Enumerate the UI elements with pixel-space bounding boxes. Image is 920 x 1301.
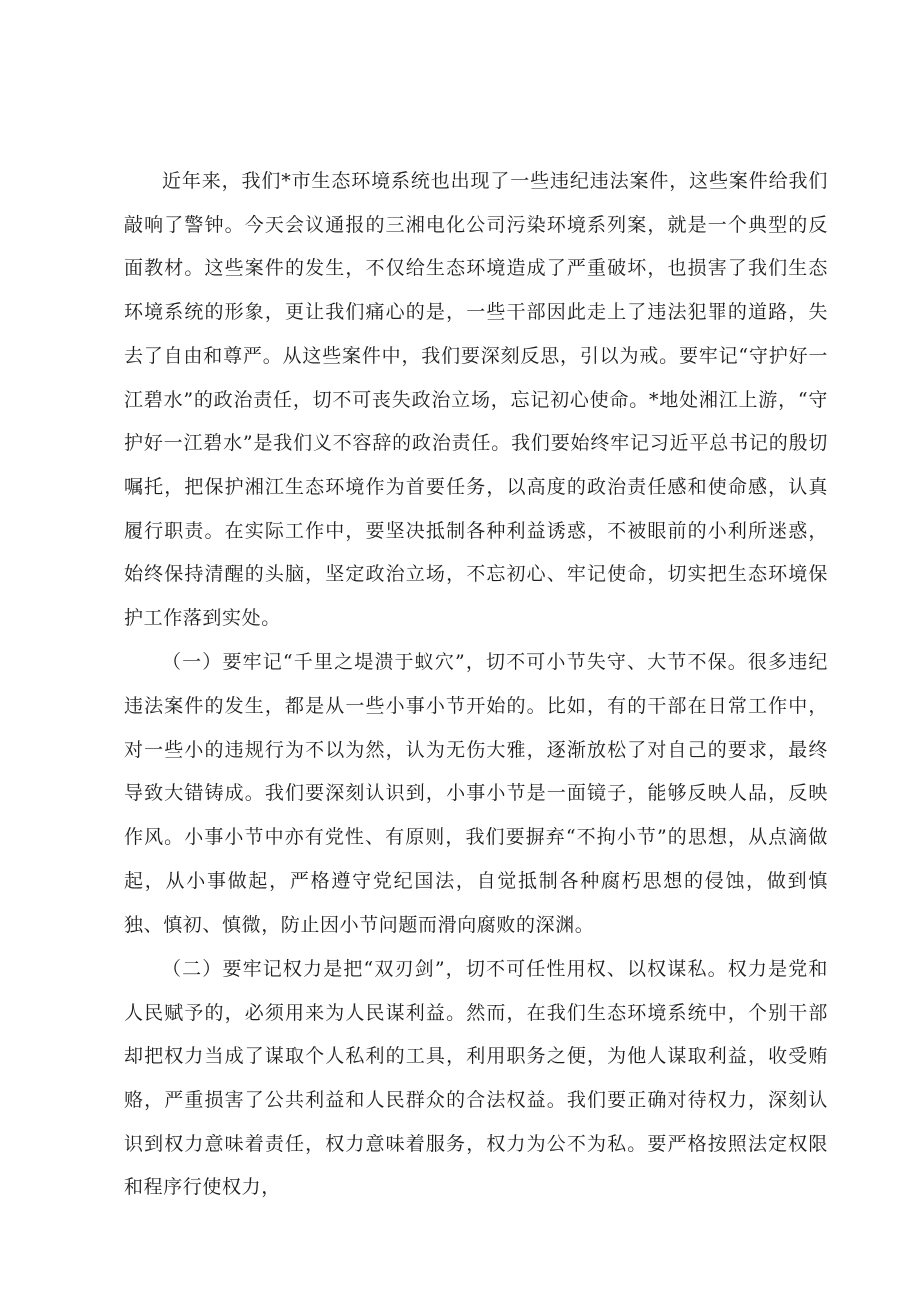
document-body xyxy=(124,160,828,1210)
paragraph-section-two: （二）要牢记权力是把“双刃剑”，切不可任性用权、以权谋私。权力是党和人民赋予的，必须用来为人民谋利益。然而，在我们生态环境系统中，个别干部却把权力当成了谋取个人私利的工具，利用职务之便，为他人谋取利益，收受贿赂，严重损害了公共利益和人民群众的合法权益。我们要正确对待权力，深刻认识到权力意味着责任，权力意味着服务，权力为公不为私。要严格按照法定权限和程序行使权力， xyxy=(124,957,828,1199)
paragraph-section-one: （一）要牢记“千里之堤溃于蚁穴”，切不可小节失守、大节不保。很多违纪违法案件的发生，都是从一些小事小节开始的。比如，有的干部在日常工作中，对一些小的违规行为不以为然，认为无伤大雅，逐渐放松了对自己的要求，最终导致大错铸成。我们要深刻认识到，小事小节是一面镜子，能够反映人品，反映作风。小事小节中亦有党性、有原则，我们要摒弃“不拘小节”的思想，从点滴做起，从小事做起，严格遵守党纪国法，自觉抵制各种腐朽思想的侵蚀，做到慎独、慎初、慎微，防止因小节问题而滑向腐败的深渊。 xyxy=(124,651,828,936)
paragraph-intro: 近年来，我们*市生态环境系统也出现了一些违纪违法案件，这些案件给我们敲响了警钟。今天会议通报的三湘电化公司污染环境系列案，就是一个典型的反面教材。这些案件的发生，不仅给生态环境造成了严重破坏，也损害了我们生态环境系统的形象，更让我们痛心的是，一些干部因此走上了违法犯罪的道路，失去了自由和尊严。从这些案件中，我们要深刻反思，引以为戒。要牢记“守护好一江碧水”的政治责任，切不可丧失政治立场，忘记初心使命。*地处湘江上游，“守护好一江碧水”是我们义不容辞的政治责任。我们要始终牢记习近平总书记的殷切嘱托，把保护湘江生态环境作为首要任务，以高度的政治责任感和使命感，认真履行职责。在实际工作中，要坚决抵制各种利益诱惑，不被眼前的小利所迷惑，始终保持清醒的头脑，坚定政治立场，不忘初心、牢记使命，切实把生态环境保护工作落到实处。 xyxy=(124,170,828,630)
